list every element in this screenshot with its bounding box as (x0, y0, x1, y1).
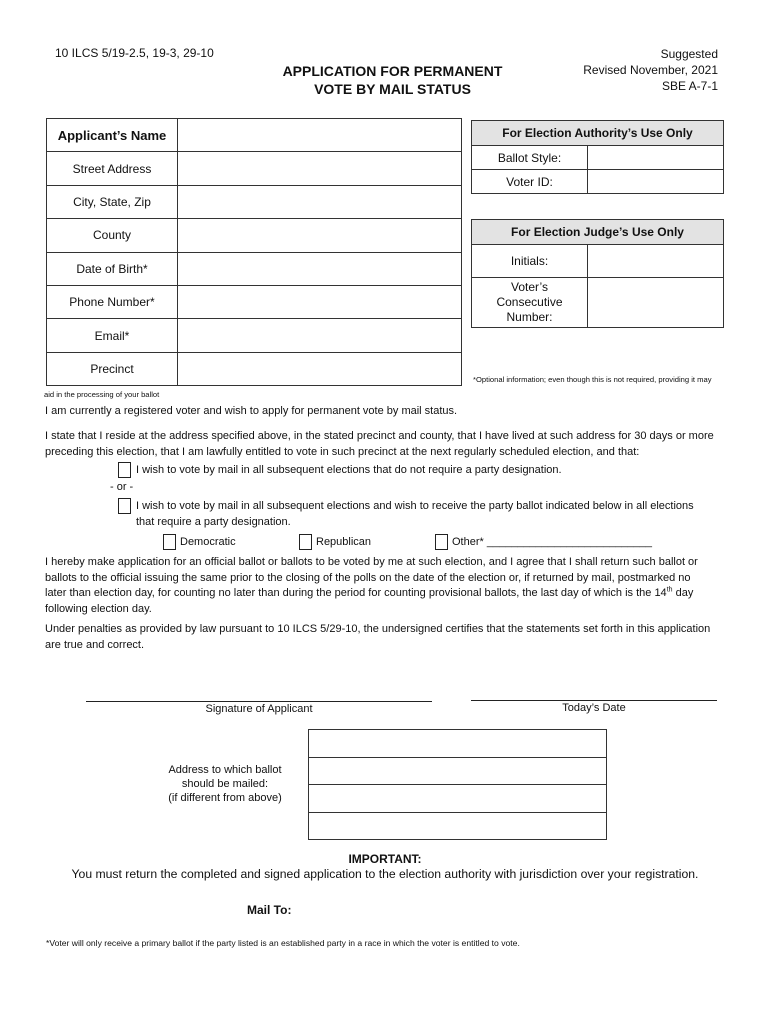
voter-id-cell[interactable] (588, 170, 724, 194)
registered-voter-statement: I am currently a registered voter and wish to apply for permanent vote by mail status. (45, 405, 458, 417)
initials-label: Initials: (472, 245, 588, 278)
application-line-3-end: day (672, 587, 694, 600)
optional-note-part-a: *Optional information; even though this is not required, providing it may (473, 375, 712, 384)
option-nonpartisan-checkbox[interactable] (118, 462, 131, 478)
mailing-label-line-1: Address to which ballot (168, 764, 282, 776)
or-separator: - or - (110, 481, 134, 493)
election-authority-title: For Election Authority’s Use Only (472, 121, 724, 146)
county-cell[interactable] (178, 219, 462, 252)
precinct-input[interactable] (178, 353, 461, 385)
other-party-checkbox[interactable] (435, 534, 448, 550)
option-nonpartisan-text: I wish to vote by mail in all subsequent elections that do not require a party designation. (136, 464, 562, 476)
date-line[interactable] (471, 700, 717, 701)
application-line-3: later than election day, for counting no later than during the period for counting provisional ballots, the last day of which is the 14 (45, 587, 667, 600)
election-judge-title: For Election Judge’s Use Only (472, 220, 724, 245)
consecutive-number-label (472, 278, 588, 328)
phone-number-cell[interactable] (178, 285, 462, 318)
consecutive-label-line-2: Consecutive (496, 295, 563, 309)
residency-statement (45, 429, 735, 460)
initials-cell[interactable] (588, 245, 724, 278)
ballot-style-cell[interactable] (588, 146, 724, 170)
date-of-birth-label: Date of Birth* (47, 252, 178, 285)
initials-input[interactable] (588, 252, 723, 270)
precinct-label: Precinct (47, 352, 178, 385)
date-of-birth-input[interactable] (178, 253, 461, 285)
application-line-4: following election day. (45, 602, 152, 615)
email-input[interactable] (178, 319, 461, 351)
mailing-address-line[interactable] (309, 757, 607, 785)
table-row (47, 285, 462, 318)
mail-to-label: Mail To: (247, 903, 292, 917)
footnote: *Voter will only receive a primary ballot if the party listed is an established party in a race in which the voter is entitled to vote. (46, 938, 520, 948)
applicant-info-table (46, 118, 462, 386)
table-row (47, 152, 462, 185)
ordinal-suffix: th (666, 586, 673, 594)
democratic-label: Democratic (180, 536, 236, 548)
revised-date: Revised November, 2021 (583, 63, 718, 77)
table-row (47, 319, 462, 352)
mailing-address-line[interactable] (309, 812, 607, 840)
signature-line[interactable] (86, 701, 432, 702)
option-party-ballot-text (136, 499, 694, 530)
city-state-zip-label: City, State, Zip (47, 185, 178, 218)
option-party-line-1: I wish to vote by mail in all subsequent elections and wish to receive the party ballot indicated below in all elections (136, 500, 694, 512)
option-party-ballot-checkbox[interactable] (118, 498, 131, 514)
email-cell[interactable] (178, 319, 462, 352)
date-of-birth-cell[interactable] (178, 252, 462, 285)
email-label: Email* (47, 319, 178, 352)
signature-label: Signature of Applicant (205, 703, 313, 715)
form-revision-block (583, 46, 718, 94)
option-party-line-2: that require a party designation. (136, 515, 291, 528)
phone-number-label: Phone Number* (47, 285, 178, 318)
consecutive-label-line-3: Number: (506, 310, 553, 324)
election-judge-box (471, 219, 724, 328)
county-input[interactable] (178, 219, 461, 251)
applicant-name-cell[interactable] (178, 119, 462, 152)
table-row (47, 119, 462, 152)
city-state-zip-input[interactable] (178, 186, 461, 218)
other-party-label: Other* ___________________________ (452, 536, 653, 548)
statute-reference: 10 ILCS 5/19-2.5, 19-3, 29-10 (55, 46, 214, 60)
application-line-2: ballots to the official issuing the same prior to the closing of the polls on the date of the election or, if returned by mail, postmarked no (45, 571, 691, 584)
ballot-style-label: Ballot Style: (472, 146, 588, 170)
street-address-cell[interactable] (178, 152, 462, 185)
optional-note-part-b: aid in the processing of your ballot (44, 390, 160, 399)
voter-id-label: Voter ID: (472, 170, 588, 194)
voter-id-input[interactable] (588, 173, 723, 191)
mailing-label-line-3: (if different from above) (168, 792, 282, 804)
important-text: You must return the completed and signed application to the election authority with jurisdiction over your registration. (71, 867, 699, 881)
suggested-label: Suggested (660, 47, 718, 61)
phone-number-input[interactable] (178, 286, 461, 318)
table-row (47, 352, 462, 385)
consecutive-number-cell[interactable] (588, 278, 724, 328)
democratic-checkbox[interactable] (163, 534, 176, 550)
form-code: SBE A-7-1 (661, 79, 718, 93)
penalty-statement (45, 622, 735, 653)
consecutive-label-line-1: Voter’s (511, 280, 548, 294)
consecutive-number-input[interactable] (588, 294, 723, 312)
table-row (47, 252, 462, 285)
application-statement (45, 555, 735, 617)
republican-label: Republican (316, 536, 372, 548)
precinct-cell[interactable] (178, 352, 462, 385)
republican-checkbox[interactable] (299, 534, 312, 550)
county-label: County (47, 219, 178, 252)
applicant-name-label: Applicant’s Name (47, 119, 178, 152)
title-line-2: VOTE BY MAIL STATUS (314, 81, 471, 97)
table-row (47, 219, 462, 252)
residency-line-1: I state that I reside at the address specified above, in the stated precinct and county, that I have lived at such address for 30 days or more (45, 430, 714, 442)
title-line-1: APPLICATION FOR PERMANENT (282, 63, 503, 79)
applicant-name-input[interactable] (178, 119, 461, 151)
residency-line-2: preceding this election, that I am lawfully entitled to vote in such precinct at the next regularly scheduled election, and that: (45, 445, 640, 458)
page-title (260, 62, 525, 98)
date-label: Today’s Date (562, 702, 626, 714)
mailing-label-line-2: should be mailed: (181, 778, 269, 790)
important-heading: IMPORTANT: (348, 852, 422, 866)
street-address-input[interactable] (178, 152, 461, 184)
application-line-1: I hereby make application for an official ballot or ballots to be voted by me at such election, and I agree that I shall return such ballot or (45, 556, 698, 568)
ballot-style-input[interactable] (588, 149, 723, 167)
city-state-zip-cell[interactable] (178, 185, 462, 218)
penalty-line-2: are true and correct. (45, 638, 145, 651)
penalty-line-1: Under penalties as provided by law pursuant to 10 ILCS 5/29-10, the undersigned certifies that the statements set forth in this application (45, 623, 711, 635)
mailing-address-line[interactable] (309, 785, 607, 813)
mailing-address-table (308, 729, 607, 840)
mailing-address-label (155, 763, 295, 805)
table-row (47, 185, 462, 218)
election-authority-box (471, 120, 724, 194)
mailing-address-line[interactable] (309, 730, 607, 758)
street-address-label: Street Address (47, 152, 178, 185)
